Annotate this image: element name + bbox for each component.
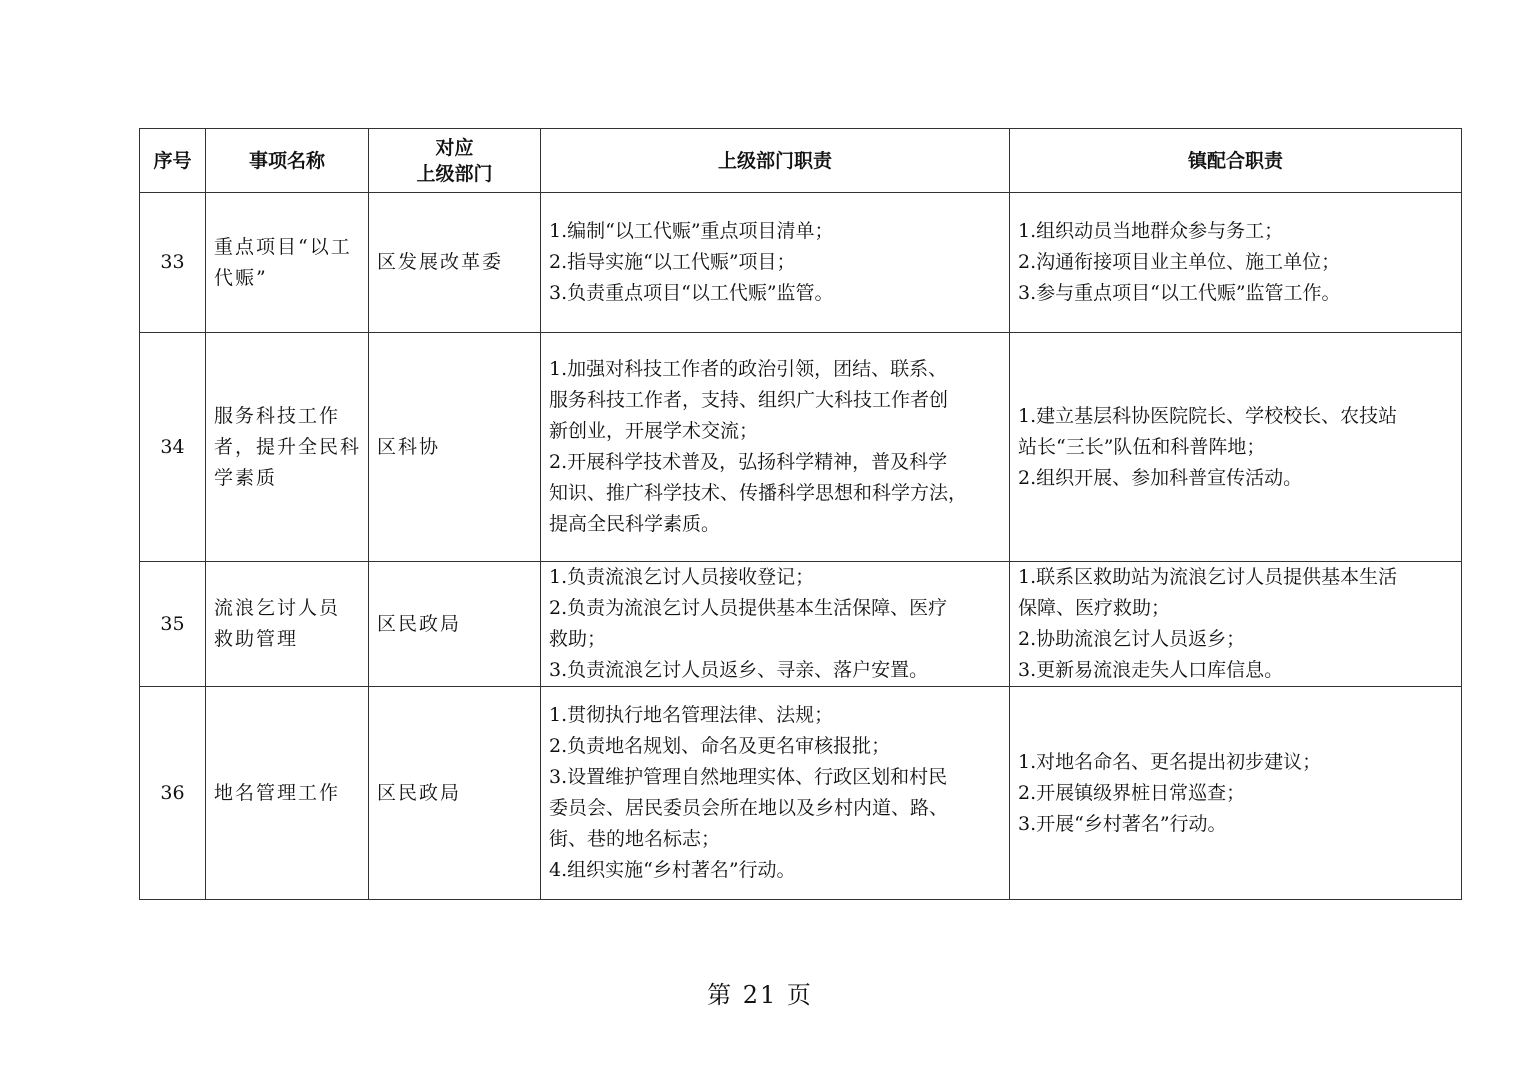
row-no: 36: [140, 687, 206, 900]
row-upper-duties: [541, 333, 1010, 562]
row-dept: 区民政局: [369, 562, 541, 687]
page-number: 第 21 页: [707, 981, 813, 1009]
duty-line: 知识、推广科学技术、传播科学思想和科学方法，: [549, 482, 968, 504]
duty-line: 2.负责为流浪乞讨人员提供基本生活保障、医疗: [549, 597, 948, 619]
duty-line: 1.编制“以工代赈”重点项目清单；: [549, 220, 834, 242]
name-line: 流浪乞讨人员: [214, 597, 341, 619]
duty-line: 4.组织实施“乡村著名”行动。: [549, 859, 796, 881]
row-upper-duties: [541, 193, 1010, 333]
header-dept-line2: 上级部门: [416, 162, 493, 185]
duty-line: 委员会、居民委员会所在地以及乡村内道、路、: [549, 797, 949, 819]
row-item-name: [206, 687, 369, 900]
duties-table: [139, 128, 1462, 900]
duty-line: 2.负责地名规划、命名及更名审核报批；: [549, 735, 891, 757]
duty-line: 1.贯彻执行地名管理法律、法规；: [549, 704, 834, 726]
name-line: 学素质: [214, 466, 278, 489]
row-dept: 区民政局: [369, 687, 541, 900]
header-row: [140, 129, 1462, 193]
header-upper-duties: 上级部门职责: [541, 129, 1010, 193]
row-item-name: [206, 193, 369, 333]
duty-line: 3.开展“乡村著名”行动。: [1018, 812, 1227, 835]
row-item-name: [206, 333, 369, 562]
duty-line: 1.加强对科技工作者的政治引领，团结、联系、: [549, 358, 948, 380]
row-dept: 区发展改革委: [369, 193, 541, 333]
duty-line: 2.指导实施“以工代赈”项目；: [549, 251, 796, 273]
duty-line: 2.协助流浪乞讨人员返乡；: [1018, 628, 1246, 650]
duty-line: 街、巷的地名标志；: [549, 828, 721, 850]
row-town-duties: [1010, 333, 1462, 562]
duty-line: 3.参与重点项目“以工代赈”监管工作。: [1018, 282, 1341, 304]
duty-line: 2.沟通衔接项目业主单位、施工单位；: [1018, 251, 1341, 273]
header-item-name: 事项名称: [206, 129, 369, 193]
duty-line: 3.设置维护管理自然地理实体、行政区划和村民: [549, 766, 948, 788]
duty-line: 站长“三长”队伍和科普阵地；: [1018, 435, 1266, 458]
row-item-name: [206, 562, 369, 687]
row-town-duties: [1010, 687, 1462, 900]
duty-line: 服务科技工作者，支持、组织广大科技工作者创: [549, 389, 949, 411]
duty-line: 1.建立基层科协医院院长、学校校长、农技站: [1018, 404, 1398, 427]
name-line: 地名管理工作: [214, 781, 341, 804]
row-town-duties: [1010, 562, 1462, 687]
duty-line: 2.开展镇级界桩日常巡查；: [1018, 781, 1246, 804]
duty-line: 新创业，开展学术交流；: [549, 420, 759, 442]
name-line: 代赈”: [214, 266, 268, 289]
duty-line: 救助；: [549, 628, 607, 650]
name-line: 重点项目“以工: [214, 235, 352, 258]
duty-line: 保障、医疗救助；: [1018, 597, 1171, 619]
table-row: [140, 333, 1462, 562]
row-upper-duties: [541, 687, 1010, 900]
duty-line: 1.负责流浪乞讨人员接收登记；: [549, 566, 815, 588]
duty-line: 1.联系区救助站为流浪乞讨人员提供基本生活: [1018, 566, 1398, 588]
duty-line: 3.负责重点项目“以工代赈”监管。: [549, 282, 834, 304]
name-line: 救助管理: [214, 628, 299, 650]
duty-line: 3.更新易流浪走失人口库信息。: [1018, 659, 1284, 681]
header-dept-line1: 对应: [435, 136, 474, 159]
duty-line: 1.组织动员当地群众参与务工；: [1018, 220, 1284, 242]
row-town-duties: [1010, 193, 1462, 333]
duty-line: 3.负责流浪乞讨人员返乡、寻亲、落户安置。: [549, 659, 929, 681]
header-town-duties: 镇配合职责: [1010, 129, 1462, 193]
name-line: 者，提升全民科: [214, 435, 362, 458]
row-dept: 区科协: [369, 333, 541, 562]
duty-line: 提高全民科学素质。: [549, 513, 721, 535]
duty-line: 2.组织开展、参加科普宣传活动。: [1018, 466, 1303, 489]
row-no: 35: [140, 562, 206, 687]
header-no: 序号: [140, 129, 206, 193]
table-row: [140, 193, 1462, 333]
table-row: [140, 562, 1462, 687]
duty-line: 1.对地名命名、更名提出初步建议；: [1018, 750, 1322, 773]
row-upper-duties: [541, 562, 1010, 687]
header-dept: [369, 129, 541, 193]
row-no: 34: [140, 333, 206, 562]
row-no: 33: [140, 193, 206, 333]
duty-line: 2.开展科学技术普及，弘扬科学精神，普及科学: [549, 451, 948, 473]
name-line: 服务科技工作: [214, 404, 341, 427]
table-row: [140, 687, 1462, 900]
